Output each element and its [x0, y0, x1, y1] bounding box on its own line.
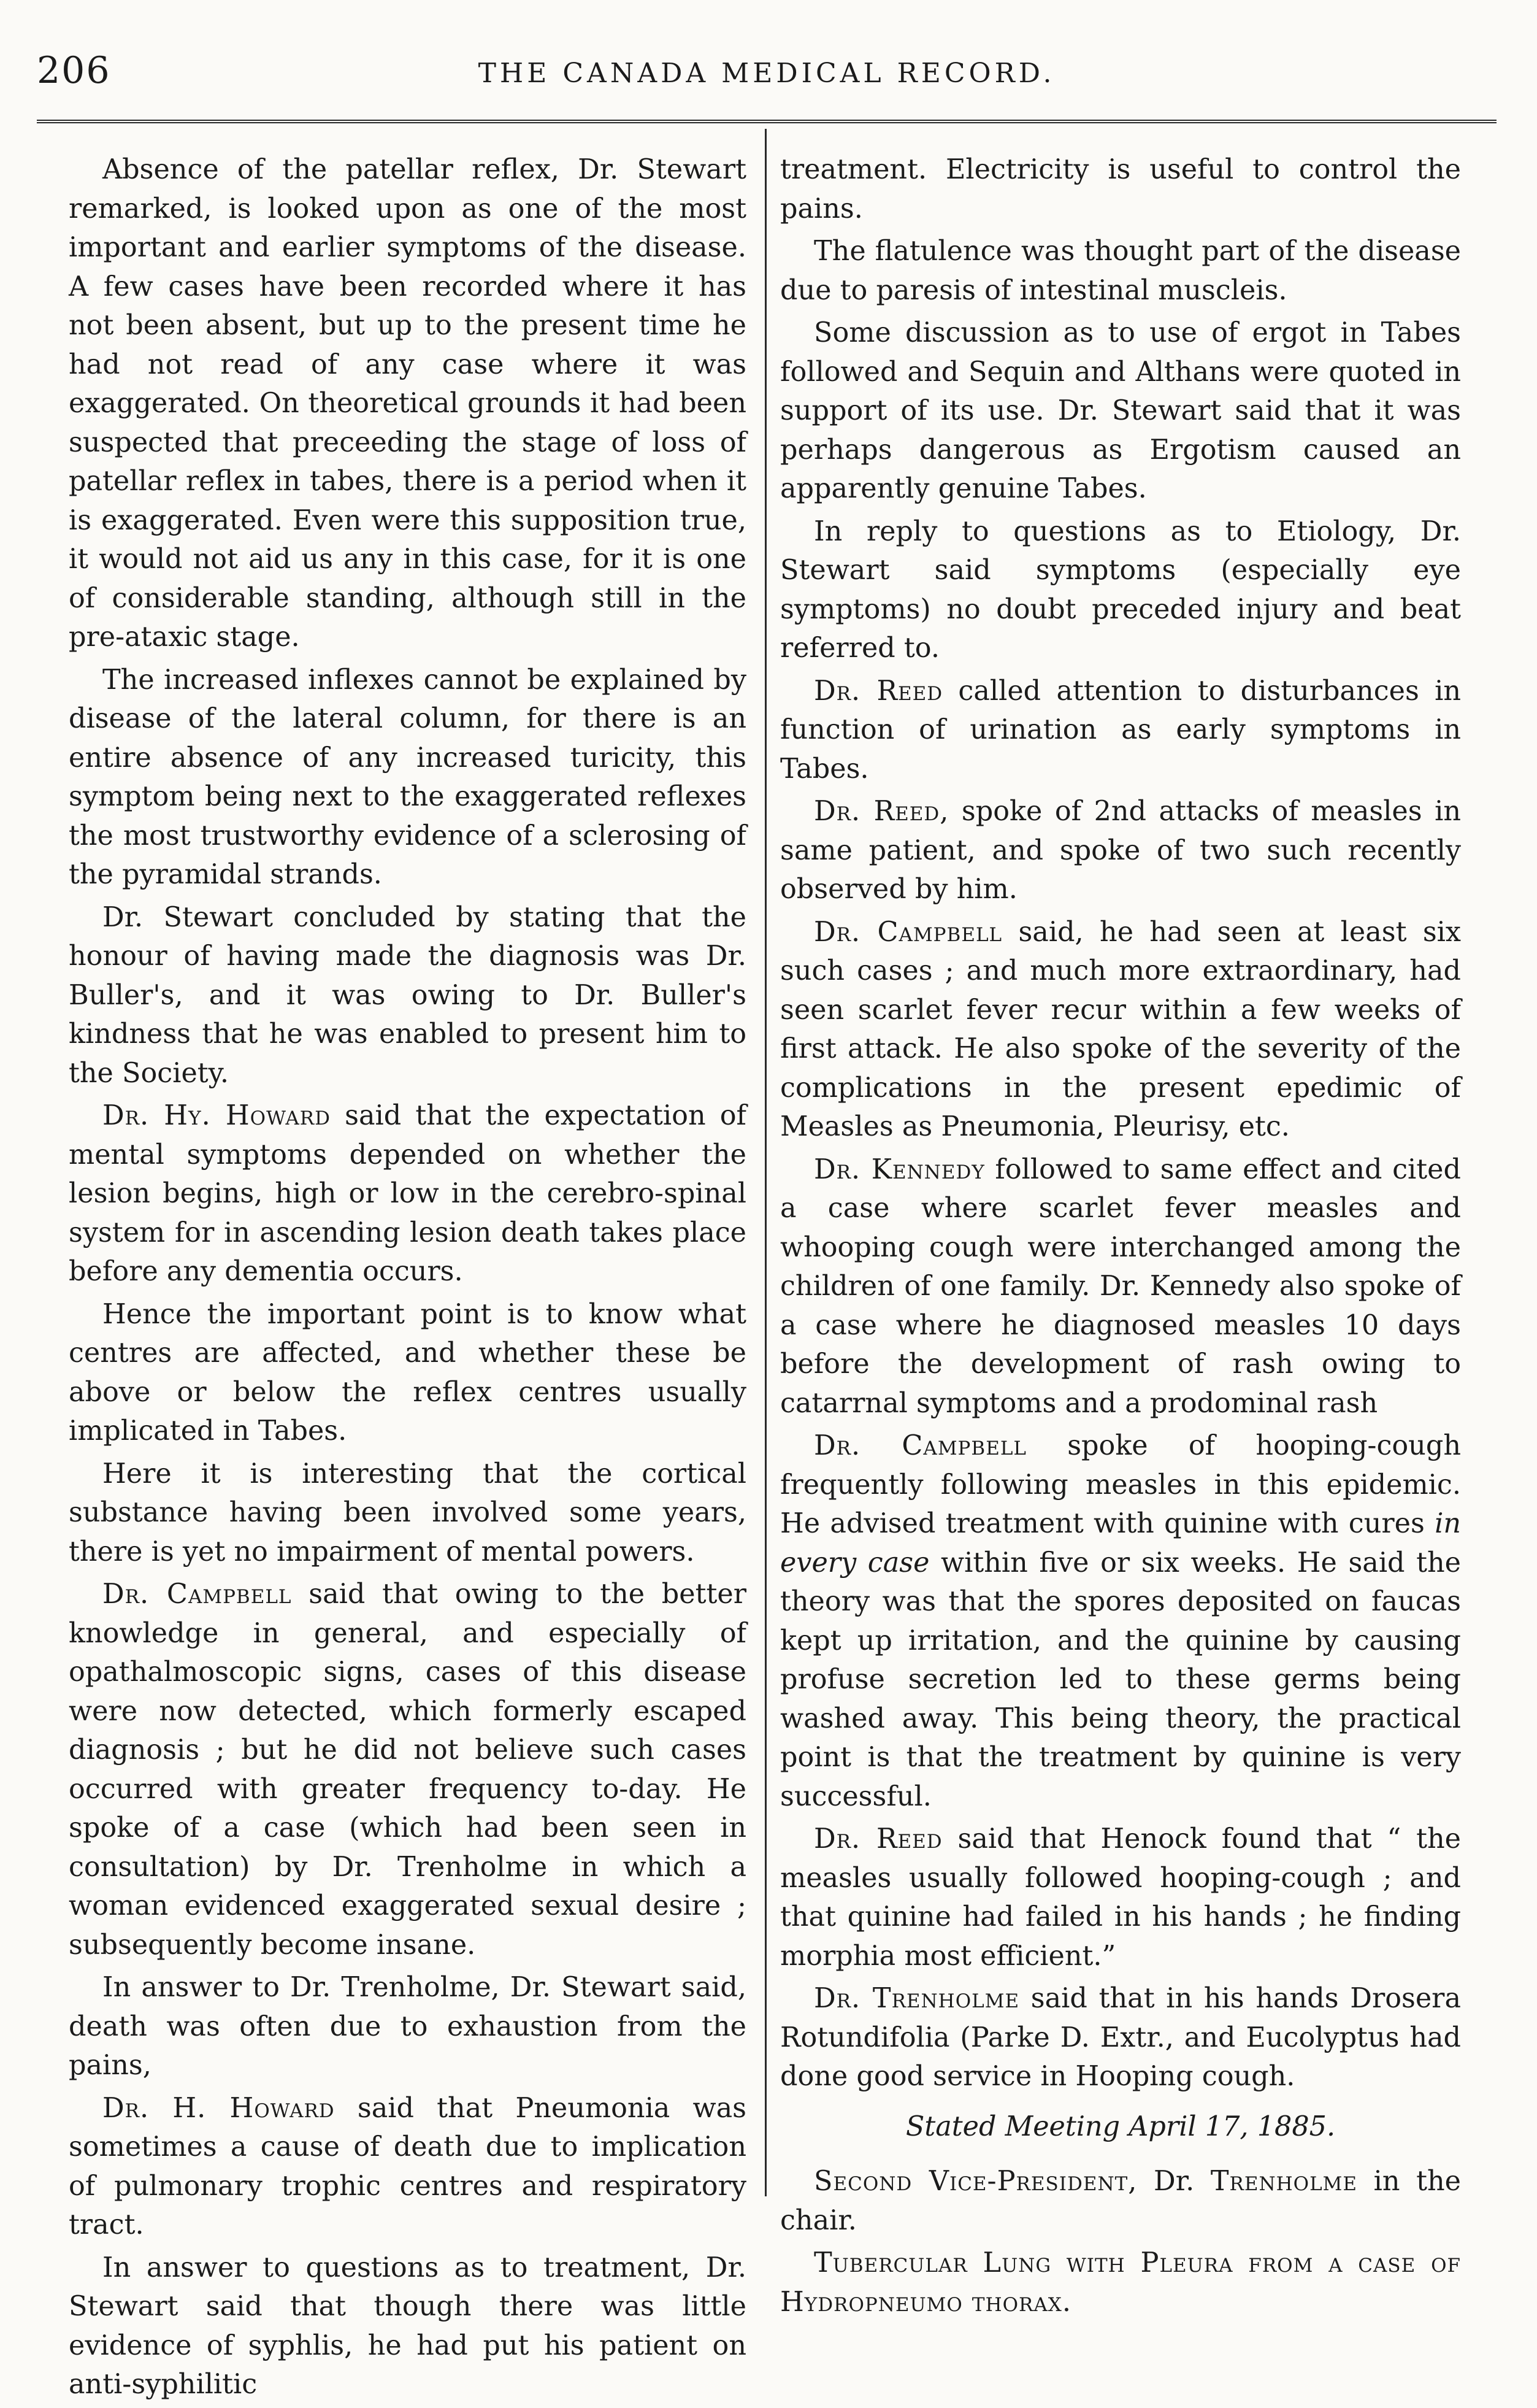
paragraph	[780, 2162, 1461, 2240]
paragraph: treatment. Electricity is useful to control the pains.	[780, 154, 1461, 225]
speaker-name: Dr. Reed	[814, 1823, 943, 1855]
paragraph	[780, 1979, 1461, 2096]
paragraph	[780, 1426, 1461, 1816]
left-column	[69, 150, 746, 2408]
speaker-name: Dr. Trenholme	[814, 1983, 1020, 2014]
paragraph: The flatulence was thought part of the disease due to paresis of intestinal muscleis.	[780, 236, 1461, 306]
paragraph-text: said, he had seen at least six such cases ; and much more extraordinary, had seen scarlet fever recur within a few weeks of first attack. He also spoke of the severity of the complications in the present epedimic of Measles as Pneumonia, Pleurisy, etc.	[780, 916, 1461, 1142]
paragraph: In reply to questions as to Etiology, Dr. Stewart said symptoms (especially eye symptoms) no doubt preceded injury and beat referred to.	[780, 515, 1461, 664]
paragraph-text: Dr.	[1137, 2166, 1211, 2197]
right-column	[780, 150, 1461, 2325]
paragraph	[780, 1150, 1461, 1423]
paragraph	[69, 2089, 746, 2245]
speaker-name: Dr. H. Howard	[102, 2092, 335, 2124]
paragraph-text: spoke of hooping-cough frequently following measles in this epidemic. He advised treatment with quinine with cures	[780, 1430, 1461, 1539]
paragraph	[780, 913, 1461, 1147]
paragraph	[780, 1820, 1461, 1975]
emphasis-text: in every case	[780, 1508, 1461, 1579]
paragraph: Hence the important point is to know what centres are affected, and whether these be above or below the reflex centres usually implicated in Tabes.	[69, 1298, 746, 1447]
paragraph: Dr. Stewart concluded by stating that the honour of having made the diagnosis was Dr. Buller's, and it was owing to Dr. Buller's kindness that he was enabled to present him to the Society.	[69, 901, 746, 1089]
speaker-name: Dr. Kennedy	[814, 1153, 985, 1185]
paragraph-text: said that in his hands Drosera Rotundifolia (Parke D. Extr., and Eucolyptus had done good service in Hooping cough.	[780, 1983, 1461, 2092]
speaker-name: Dr. Reed	[814, 675, 943, 707]
section-heading: Tubercular Lung with Pleura from a case of Hydropneumo thorax.	[780, 2247, 1461, 2318]
running-title: THE CANADA MEDICAL RECORD.	[478, 58, 1056, 89]
officer-title: Second Vice-President,	[814, 2166, 1138, 2197]
paragraph: In answer to Dr. Trenholme, Dr. Stewart said, death was often due to exhaustion from the pains,	[69, 1972, 746, 2081]
paragraph: Some discussion as to use of ergot in Tabes followed and Sequin and Althans were quoted in support of its use. Dr. Stewart said that it was perhaps dangerous as Ergotism caused an apparently genuine Tabes.	[780, 317, 1461, 504]
paragraph-text: called attention to disturbances in function of urination as early symptoms in Tabes.	[780, 675, 1461, 785]
speaker-name: Dr. Campbell	[102, 1579, 292, 1610]
paragraph	[69, 1096, 746, 1291]
paragraph: Absence of the patellar reflex, Dr. Stewart remarked, is looked upon as one of the most important and earlier symptoms of the disease. A few cases have been recorded where it has not been absent, but up to the present time he had not read of any case where it was exaggerated. On theoretical grounds it had been suspected that preceeding the stage of loss of patellar reflex in tabes, there is a period when it is exaggerated. Even were this supposition true, it would not aid us any in this case, for it is one of considerable standing, although still in the pre-ataxic stage.	[69, 154, 746, 653]
paragraph	[69, 1575, 746, 1964]
speaker-name: Trenholme	[1210, 2166, 1358, 2197]
paragraph-text: said that Henock found that “ the measles usually followed hooping-cough ; and that quinine had failed in his hands ; he finding morphia most efficient.”	[780, 1823, 1461, 1972]
paragraph-text: spoke of 2nd attacks of measles in same patient, and spoke of two such recently observed by him.	[780, 796, 1461, 905]
speaker-name: Dr. Reed,	[814, 796, 949, 827]
paragraph-text: said that Pneumonia was sometimes a cause of death due to implication of pulmonary trophic centres and respiratory tract.	[69, 2092, 746, 2241]
meeting-heading: Stated Meeting April 17, 1885.	[905, 2110, 1336, 2142]
paragraph: The increased inflexes cannot be explained by disease of the lateral column, for there is an entire absence of any increased turicity, this symptom being next to the exaggerated reflexes the most trustworthy evidence of a sclerosing of the pyramidal strands.	[69, 664, 746, 890]
paragraph	[780, 792, 1461, 909]
paragraph-text: said that the expectation of mental symptoms depended on whether the lesion begins, high or low in the cerebro-spinal system for in ascending lesion death takes place before any dementia occurs.	[69, 1100, 747, 1287]
paragraph-text: in the chair.	[780, 2166, 1462, 2236]
paragraph	[780, 672, 1461, 789]
page-header	[37, 43, 1497, 110]
paragraph: Here it is interesting that the cortical substance having been involved some years, there is yet no impairment of mental powers.	[69, 1458, 746, 1568]
header-rule	[37, 120, 1497, 123]
speaker-name: Dr. Campbell	[814, 1430, 1027, 1461]
paragraph-text: followed to same effect and cited a case where scarlet fever measles and whooping cough were interchanged among the children of one family. Dr. Kennedy also spoke of a case where he diagnosed measles 10 days before the development of rash owing to catarrnal symptoms and a prodominal rash	[780, 1153, 1461, 1419]
paragraph: In answer to questions as to treatment, Dr. Stewart said that though there was little evidence of syphlis, he had put his patient on anti-syphilitic	[69, 2252, 746, 2400]
page-number: 206	[37, 49, 111, 92]
speaker-name: Dr. Hy. Howard	[102, 1100, 331, 1131]
speaker-name: Dr. Campbell	[814, 916, 1003, 948]
column-divider	[765, 129, 767, 2196]
paragraph-text: said that owing to the better knowledge in general, and especially of opathalmoscopic signs, cases of this disease were now detected, which formerly escaped diagnosis ; but he did not believe such cases occurred with greater frequency to-day. He spoke of a case (which had been seen in consultation) by Dr. Trenholme in which a woman evidenced exaggerated sexual desire ; subsequently become insane.	[69, 1579, 746, 1961]
paragraph-text: within five or six weeks. He said the theory was that the spores deposited on faucas kept up irritation, and the quinine by causing profuse secretion led to these germs being washed away. This being theory, the practical point is that the treatment by quinine is very successful.	[780, 1547, 1461, 1812]
